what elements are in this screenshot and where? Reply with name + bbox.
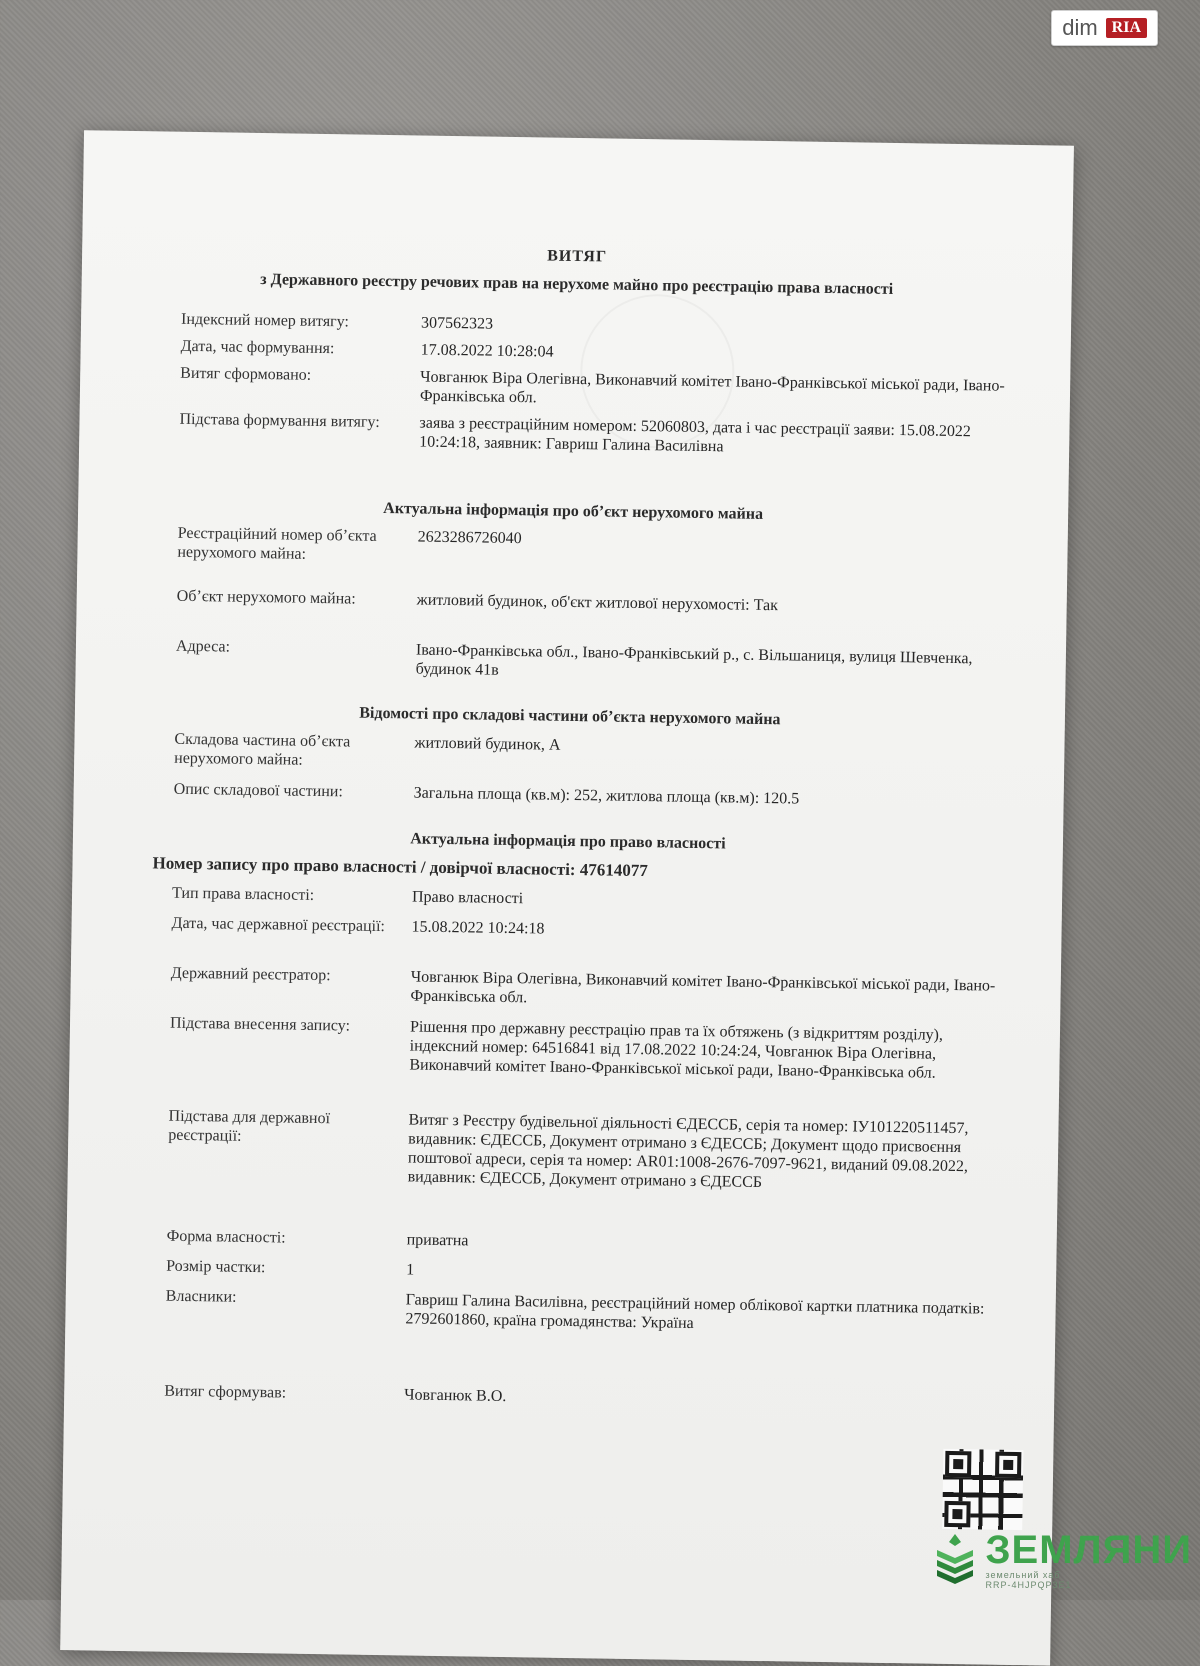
section-title-parts: Відомості про складові частини об’єкта нерухомого майна — [359, 704, 781, 729]
footer-value: Човганюк В.О. — [404, 1386, 507, 1406]
record-number-title: Номер запису про право власності / довірчої власності: 47614077 — [152, 853, 648, 881]
field-label: Підстава внесення запису: — [169, 1014, 351, 1035]
section-title-object: Актуальна інформація про об’єкт нерухомого майна — [383, 499, 764, 523]
field-label: Опис складової частини: — [173, 780, 343, 801]
field-row — [176, 637, 1006, 688]
field-label: Складова частина об’єкта нерухомого майна: — [174, 730, 351, 769]
field-value: приватна — [406, 1231, 469, 1250]
field-row — [177, 587, 1007, 619]
footer-row — [164, 1382, 994, 1414]
field-value: Човганюк Віра Олегівна, Виконавчий комітет Івано-Франківської міської ради, Івано-Франківська обл. — [410, 968, 996, 1007]
logo-leaf-icon — [933, 1532, 977, 1588]
footer-label: Витяг сформував: — [164, 1382, 287, 1402]
field-row — [179, 410, 1009, 461]
field-value: Загальна площа (кв.м): 252, житлова площа (кв.м): 120.5 — [413, 784, 800, 808]
field-label: Підстава для державної реєстрації: — [168, 1107, 331, 1145]
field-row — [167, 1227, 997, 1259]
field-value: 17.08.2022 10:28:04 — [420, 341, 554, 361]
document-subtitle: з Державного реєстру речових прав на нерухоме майно про реєстрацію права власності — [260, 271, 894, 298]
field-row — [171, 914, 1001, 946]
field-row — [174, 730, 1004, 781]
dim-ria-watermark — [1051, 10, 1158, 46]
field-row — [166, 1257, 996, 1289]
field-label: Реєстраційний номер об’єкта нерухомого майна: — [177, 524, 377, 563]
field-label: Державний реєстратор: — [170, 964, 331, 985]
qr-code — [942, 1449, 1023, 1530]
logo-sub: земельний хаб — [985, 1570, 1061, 1580]
document-page — [60, 130, 1074, 1665]
field-row — [177, 524, 1007, 575]
field-value: Рішення про державну реєстрацію прав та їх обтяжень (з відкриттям розділу), індексний номер: 64516841 від 17.08.2022 10:24:24, Човганюк Віра Олегівна, Виконавчий комітет Івано-Франківської міської ради, Івано-Франківська обл. — [409, 1018, 944, 1082]
field-row — [170, 964, 1000, 1015]
field-value: житловий будинок, об'єкт житлової нерухомості: Так — [416, 591, 779, 615]
zemliany-logo — [933, 1530, 1192, 1590]
field-value: 15.08.2022 10:24:18 — [411, 918, 545, 938]
field-row — [180, 364, 1010, 415]
field-value: заява з реєстраційним номером: 52060803, дата і час реєстрації заяви: 15.08.2022 10:24:18, заявник: Гавриш Галина Василівна — [419, 414, 972, 456]
field-label: Адреса: — [175, 637, 231, 656]
document-title: ВИТЯГ — [547, 247, 608, 266]
field-label: Дата, час державної реєстрації: — [171, 914, 386, 936]
field-value: 2623286726040 — [417, 528, 522, 548]
field-label: Власники: — [165, 1287, 237, 1306]
field-value: Івано-Франківська обл., Івано-Франківський р., с. Вільшаниця, вулиця Шевченка, будинок 41в — [415, 641, 973, 679]
field-label: Підстава формування витягу: — [179, 410, 380, 431]
field-label: Витяг сформовано: — [180, 364, 312, 384]
field-row — [172, 884, 1002, 916]
field-value: 1 — [406, 1261, 415, 1279]
field-label: Форма власності: — [166, 1227, 286, 1247]
field-label: Індексний номер витягу: — [180, 310, 350, 331]
field-row — [169, 1014, 1000, 1084]
field-value: Витяг з Реєстру будівельної діяльності ЄДЕССБ, серія та номер: ІУ101220511457, видавник: ЄДЕССБ, Документ отримано з ЄДЕССБ; Документ щодо присвоєння поштової адреси, серія та номер: AR01:1008-2676-7097-9621, виданий 09.08.2022, видавник: ЄДЕССБ, Документ отримано з ЄДЕССБ — [407, 1111, 969, 1192]
field-label: Розмір частки: — [166, 1257, 266, 1277]
field-row — [168, 1107, 999, 1196]
field-value: житловий будинок, А — [414, 734, 561, 754]
watermark-brand: dim — [1062, 15, 1098, 40]
logo-name: ЗЕМЛЯНИ — [985, 1528, 1192, 1572]
field-row — [165, 1287, 995, 1338]
field-label: Тип права власності: — [171, 884, 315, 904]
field-label: Дата, час формування: — [180, 337, 335, 358]
field-value: Човганюк Віра Олегівна, Виконавчий комітет Івано-Франківської міської ради, Івано-Франківська обл. — [419, 368, 1005, 407]
logo-code: RRP-4HJPQP3E1 — [985, 1580, 1072, 1590]
field-value: 307562323 — [420, 314, 494, 333]
section-title-ownership: Актуальна інформація про право власності — [410, 830, 726, 853]
watermark-badge: RIA — [1106, 18, 1147, 38]
field-value: Гавриш Галина Василівна, реєстраційний номер облікової картки платника податків: 2792601860, країна громадянства: Україна — [405, 1291, 985, 1332]
field-value: Право власності — [411, 888, 524, 908]
field-row — [174, 780, 1004, 812]
field-label: Об’єкт нерухомого майна: — [176, 587, 356, 608]
